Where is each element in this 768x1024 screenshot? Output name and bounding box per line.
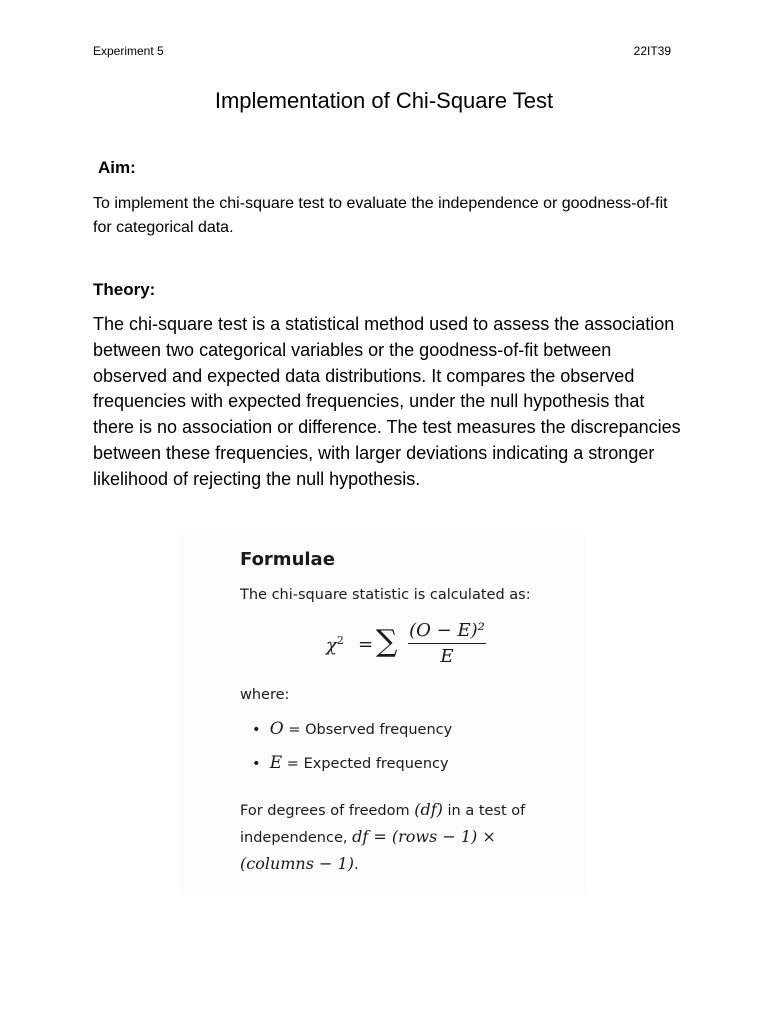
- formulae-heading: Formulae: [240, 549, 335, 570]
- equation-fraction: [408, 620, 486, 667]
- bullet-text: = Observed frequency: [283, 722, 453, 738]
- bullet-variable: E: [269, 753, 283, 773]
- formulae-image: [180, 535, 587, 895]
- aim-heading: Aim:: [98, 158, 136, 177]
- bullet-variable: O: [269, 719, 284, 739]
- df-formula: df = (rows − 1) × (columns − 1): [240, 827, 496, 873]
- equation-sum-symbol: ∑: [376, 624, 398, 659]
- theory-text: The chi-square test is a statistical method used to assess the association between two categorical variables or the goodness-of-fit between observed and expected data distributions. It compares the observed frequencies with expected frequencies, under the null hypothesis that there is no association or difference. The test measures the discrepancies between these frequencies, with larger deviations indicating a stronger likelihood of rejecting the null hypothesis.: [93, 314, 681, 489]
- bullet-dot: •: [252, 756, 270, 772]
- degrees-of-freedom-text: For degrees of freedom (df) in a test of independence, df = (rows − 1) × (columns − 1).: [240, 800, 526, 873]
- header-right-text: 22IT39: [633, 44, 671, 58]
- document-title: Implementation of Chi-Square Test: [214, 88, 554, 113]
- equation-denominator: E: [440, 646, 454, 667]
- where-label: where:: [240, 687, 290, 703]
- formulae-intro: The chi-square statistic is calculated as:: [240, 587, 531, 603]
- bullet-text: = Expected frequency: [282, 756, 449, 772]
- chi-square-equation: [326, 620, 496, 670]
- theory-heading: Theory:: [93, 280, 156, 299]
- list-item: [252, 753, 449, 773]
- aim-text: To implement the chi-square test to evaluate the independence or goodness-of-fit for categorical data.: [93, 195, 668, 236]
- equation-equals: =: [358, 634, 374, 655]
- list-item: [252, 719, 452, 739]
- header-left-text: Experiment 5: [93, 44, 164, 58]
- bullet-dot: •: [252, 722, 270, 738]
- equation-lhs: $\chi^2$: [326, 634, 344, 656]
- equation-numerator: (O − E)²: [408, 620, 486, 644]
